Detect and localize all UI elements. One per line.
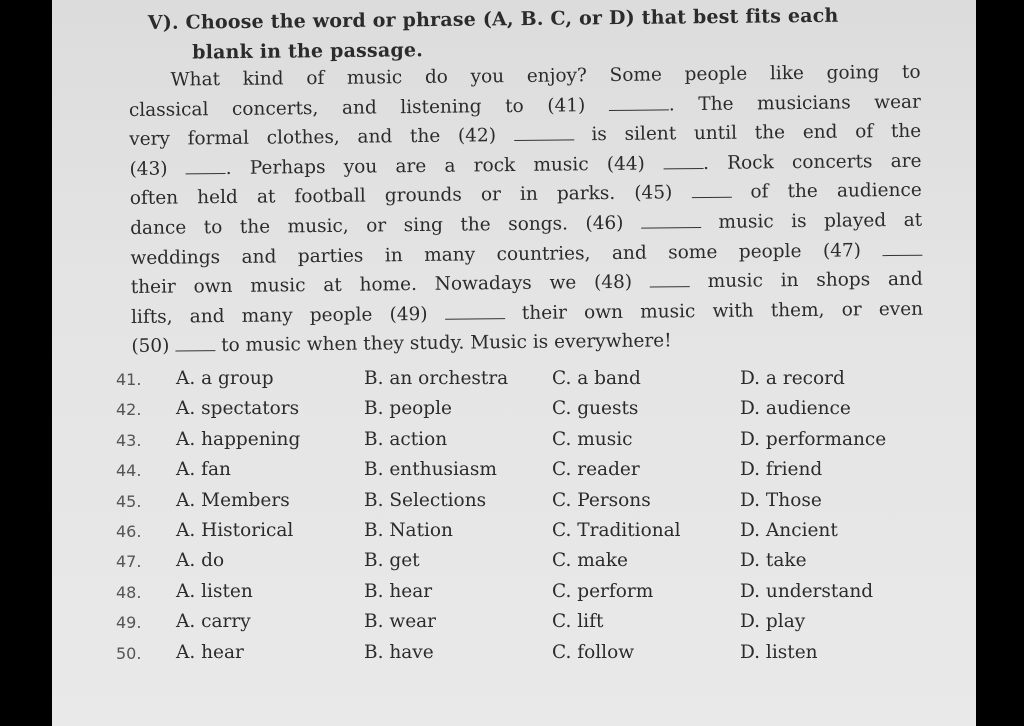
- option-d: D. audience: [740, 398, 851, 420]
- passage-text: . Rock concerts are: [702, 150, 922, 174]
- question-row: [92, 425, 952, 455]
- option-a: A. a group: [176, 368, 274, 389]
- passage-text: What kind of music do you enjoy? Some people like going to: [170, 61, 921, 91]
- heading-line-2: blank in the passage.: [192, 39, 424, 64]
- passage-text: lifts, and many people (49): [130, 303, 428, 328]
- blank-44: [663, 154, 703, 169]
- blank-48: [650, 272, 690, 287]
- question-number: 50.: [116, 643, 142, 663]
- blank-42: [514, 126, 574, 142]
- option-a: A. do: [176, 550, 225, 572]
- blank-45: [691, 183, 731, 198]
- option-b: B. Nation: [364, 519, 453, 541]
- option-b: B. wear: [364, 611, 437, 633]
- passage-text: (43): [129, 158, 168, 180]
- worksheet-page: [52, 0, 976, 726]
- passage-text: (50): [131, 335, 170, 358]
- blank-46: [641, 213, 701, 229]
- blank-47: [882, 240, 922, 255]
- option-b: B. get: [364, 550, 420, 572]
- passage-text: their own music at home. Nowadays we (48): [130, 271, 633, 299]
- option-c: C. make: [552, 550, 628, 572]
- option-d: D. friend: [740, 459, 823, 481]
- question-number: 44.: [116, 461, 142, 481]
- blank-50: [175, 336, 215, 351]
- option-d: D. performance: [740, 428, 887, 450]
- option-b: B. hear: [364, 580, 433, 602]
- option-c: C. music: [552, 428, 633, 450]
- question-row: [92, 577, 952, 607]
- passage-text: classical concerts, and listening to (41): [128, 94, 586, 121]
- passage-text: weddings and parties in many countries, and some people (47): [130, 239, 862, 269]
- option-d: D. Ancient: [740, 519, 838, 541]
- passage-text: to music when they study. Music is everywhere!: [221, 330, 672, 357]
- question-row: [92, 607, 952, 637]
- question-number: 48.: [116, 582, 142, 602]
- answer-options: [92, 364, 952, 668]
- option-b: B. an orchestra: [364, 368, 509, 389]
- option-b: B. enthusiasm: [364, 459, 497, 481]
- question-row: [92, 364, 952, 394]
- question-row: [92, 516, 952, 546]
- passage-text: often held at football grounds or in parks. (45): [129, 182, 673, 210]
- question-number: 49.: [116, 613, 142, 633]
- option-d: D. Those: [740, 489, 822, 511]
- passage-text: music in shops and: [707, 268, 923, 293]
- option-b: B. action: [364, 428, 448, 450]
- option-d: D. understand: [740, 580, 874, 602]
- passage-text: of the audience: [750, 180, 922, 203]
- option-a: A. fan: [176, 459, 231, 481]
- passage-text: their own music with them, or even: [521, 298, 924, 324]
- option-d: D. listen: [740, 641, 818, 663]
- option-c: C. a band: [552, 368, 641, 389]
- question-number: 41.: [116, 370, 142, 389]
- question-row: [92, 638, 952, 668]
- option-d: D. play: [740, 611, 806, 633]
- passage-text: dance to the music, or sing the songs. (46): [130, 212, 624, 239]
- question-number: 46.: [116, 521, 142, 541]
- question-row: [92, 394, 952, 424]
- question-number: 43.: [116, 430, 142, 450]
- option-a: A. hear: [176, 641, 244, 663]
- option-b: B. have: [364, 641, 434, 663]
- option-b: B. Selections: [364, 489, 487, 511]
- question-number: 47.: [116, 552, 142, 572]
- option-a: A. Historical: [176, 519, 294, 541]
- passage-text: . The musicians wear: [668, 91, 921, 115]
- option-a: A. Members: [176, 489, 290, 511]
- passage: [128, 58, 923, 362]
- option-c: C. lift: [552, 611, 604, 633]
- option-d: D. take: [740, 550, 807, 572]
- question-row: [92, 455, 952, 485]
- passage-text: music is played at: [718, 209, 923, 233]
- blank-43: [186, 159, 226, 174]
- question-row: [92, 486, 952, 516]
- option-b: B. people: [364, 398, 452, 420]
- option-c: C. follow: [552, 641, 635, 663]
- option-c: C. perform: [552, 580, 654, 602]
- option-c: C. Traditional: [552, 519, 681, 541]
- passage-text: very formal clothes, and the (42): [129, 125, 497, 151]
- passage-text: . Perhaps you are a rock music (44): [225, 153, 645, 179]
- option-a: A. happening: [176, 428, 301, 450]
- question-row: [92, 546, 952, 576]
- option-d: D. a record: [740, 368, 845, 389]
- blank-49: [445, 304, 505, 320]
- option-c: C. guests: [552, 398, 639, 420]
- option-a: A. spectators: [176, 398, 300, 420]
- option-c: C. reader: [552, 459, 640, 481]
- heading-line-1: V). Choose the word or phrase (A, B. C, or D) that best fits each: [147, 4, 839, 35]
- blank-41: [609, 95, 669, 111]
- option-a: A. carry: [176, 611, 251, 633]
- option-a: A. listen: [176, 580, 253, 602]
- option-c: C. Persons: [552, 489, 651, 511]
- question-number: 42.: [116, 400, 142, 420]
- passage-text: is silent until the end of the: [591, 120, 922, 146]
- question-number: 45.: [116, 491, 142, 511]
